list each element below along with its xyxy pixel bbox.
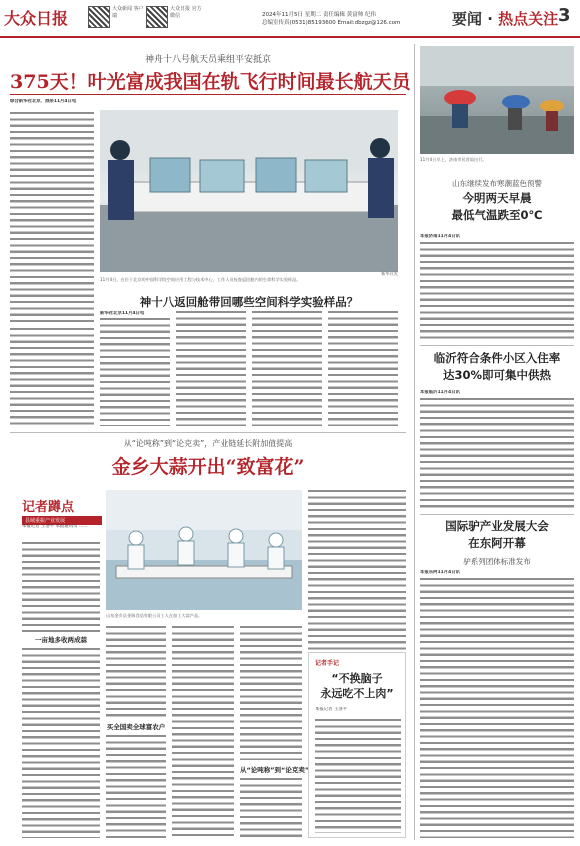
rainy-street-illustration [420, 46, 574, 154]
divider [10, 432, 406, 433]
contact-line: 总编室传真(0531)85193600 Email:dbzgz@126.com [262, 20, 401, 26]
garlic-text-col5 [308, 490, 406, 650]
lead-kicker: 神舟十八号航天员乘组平安抵京 [144, 55, 271, 65]
garlic-photo [106, 490, 302, 610]
garlic-text-col2a [106, 626, 166, 720]
garlic-text-col3 [172, 626, 234, 838]
reporter-visit-logo [22, 496, 102, 522]
linyi-headline-2: 达30%即可集中供热 [442, 368, 552, 382]
divider [10, 94, 406, 95]
weather-headline-1: 今明两天早晨 [462, 191, 532, 205]
garlic-headline: 金乡大蒜开出“致富花” [111, 456, 305, 478]
lead-sub-headline: 神十八返回舱带回哪些空间科学实验样品？ [139, 295, 359, 309]
lead-headline: 375天！叶光富成我国在轨飞行时间最长航天员 [10, 71, 411, 93]
masthead [0, 0, 580, 38]
logo-sub: 县域重振产业发展 [22, 516, 102, 525]
lead-sub-byline: 新华社北京11月4日电 [100, 311, 145, 316]
donkey-headline-2: 在东阿开幕 [468, 536, 526, 550]
divider [420, 514, 574, 515]
lead-photo-caption: 11月4日，在位于北京的中国科学院空间应用工程与技术中心，工作人员检查返回舱内的生命科学实验样品。 [100, 277, 301, 282]
commentary-box [308, 652, 406, 838]
section-title: 要闻 · 热点关注 [452, 10, 559, 28]
lead-sub-text-col2 [176, 311, 246, 426]
section-b: 热点关注 [498, 10, 559, 28]
garlic-subhead-2: 买全国卖全球富农户 [106, 723, 166, 731]
garlic-reporters: 本报记者 王洛平 本报通讯员 …… [22, 524, 88, 529]
column-divider [414, 44, 415, 840]
masthead-info [262, 11, 452, 27]
linyi-text [420, 398, 574, 510]
lead-photo-credit: 新华社发 [381, 271, 398, 276]
garlic-kicker: 从“论吨称”到“论克卖”，产业链延长附加值提高 [123, 439, 293, 448]
weather-byline: 本报济南11月4日讯 [420, 234, 460, 239]
garlic-intro-text [22, 542, 100, 632]
lead-photo [100, 110, 398, 272]
commentary-tag: 记者手记 [315, 660, 340, 667]
garlic-text-col1 [22, 648, 100, 838]
lead-body-text-2 [10, 328, 94, 426]
garlic-text-col2b [106, 735, 166, 838]
newspaper-logo: 大众日报 [4, 9, 69, 28]
donkey-byline: 本报东阿11月4日讯 [420, 570, 460, 575]
linyi-byline: 本报临沂11月4日讯 [420, 390, 460, 395]
garlic-text-col4a [240, 626, 302, 760]
logo-text: 记者蹲点 [22, 500, 75, 515]
weather-kicker: 山东继续发布寒潮蓝色预警 [452, 179, 542, 188]
garlic-photo-caption: 山东金乡县金瑞食品有限公司工人在加工大蒜产品。 [106, 613, 203, 618]
lead-sub-text-col3 [252, 311, 322, 426]
commentary-headline: “不换脑子 永远吃不上肉” [320, 672, 394, 700]
lead-byline: 综合新华社北京、酒泉11月4日电 [10, 99, 77, 104]
donkey-sub: 驴系列团体标准发布 [463, 557, 531, 566]
weather-headline-2: 最低气温跌至0℃ [451, 208, 543, 222]
qr-code-icon [88, 6, 110, 28]
qr-code-icon [146, 6, 168, 28]
donkey-text [420, 578, 574, 838]
weather-photo [420, 46, 574, 154]
garlic-text-col4b [240, 778, 302, 838]
garlic-subhead-1: 一亩地多收两成蒜 [35, 636, 87, 644]
lead-body-text [10, 112, 94, 324]
page-number: 3 [558, 5, 571, 26]
section-a: 要闻 [452, 10, 483, 28]
lead-sub-text-col1 [100, 318, 170, 426]
qr1-label: 大众新闻 客户端 [112, 6, 144, 19]
garlic-subhead-3: 从“论吨称”到“论克卖” [240, 766, 310, 774]
date-line: 2024年11月5日 星期二 责任编辑 黄富帅 纪伟 [262, 12, 376, 18]
qr2-label: 大众日报 官方微信 [170, 6, 202, 19]
divider [420, 345, 574, 346]
factory-scene-illustration [106, 490, 302, 610]
weather-text [420, 242, 574, 340]
lab-scene-illustration [100, 110, 398, 272]
weather-photo-caption: 11月4日早上，济南市民冒雨出行。 [420, 157, 487, 162]
commentary-text [315, 719, 401, 833]
linyi-headline-1: 临沂符合条件小区入住率 [433, 351, 561, 365]
donkey-headline-1: 国际驴产业发展大会 [445, 519, 549, 533]
lead-sub-text-col4 [328, 311, 398, 426]
commentary-author: 本报记者 王洛平 [315, 707, 348, 712]
